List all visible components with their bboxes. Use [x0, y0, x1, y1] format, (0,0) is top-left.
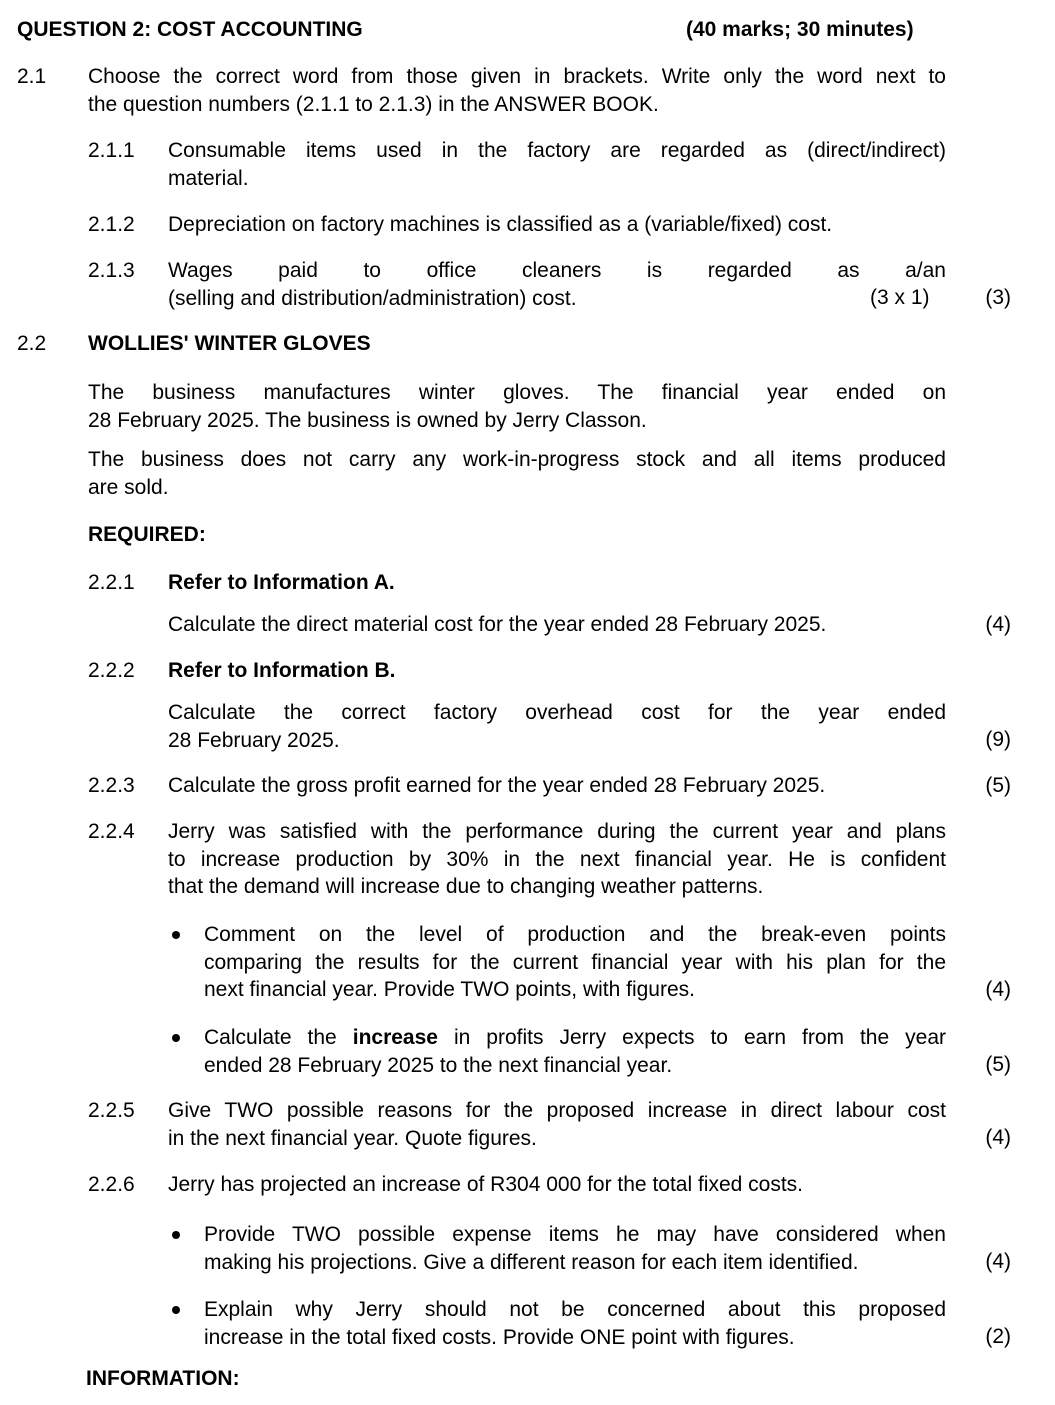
- q2-2-number: 2.2: [17, 332, 47, 355]
- q2-2-1-mark: (4): [985, 613, 1011, 636]
- q2-1-1-text: [168, 137, 946, 192]
- q2-2-4-b1-line3: next financial year. Provide TWO points, with figures.: [204, 978, 695, 1001]
- q2-2-para2-line1: The business does not carry any work-in-progress stock and all items produced: [88, 448, 946, 471]
- required-heading: REQUIRED:: [88, 523, 206, 546]
- q2-1-2-number: 2.1.2: [88, 213, 135, 236]
- q2-1-submark: (3 x 1): [870, 286, 930, 309]
- information-heading: INFORMATION:: [86, 1367, 240, 1390]
- q2-1-3-number: 2.1.3: [88, 259, 135, 282]
- bullet-icon: [172, 1034, 180, 1042]
- q2-2-6-b1-line2: making his projections. Give a different reason for each item identified.: [204, 1250, 859, 1274]
- q2-2-paragraph-2: [88, 446, 946, 501]
- q2-1-instruction-line1: Choose the correct word from those given in brackets. Write only the word next to: [88, 65, 946, 88]
- q2-2-5-line1: Give TWO possible reasons for the proposed increase in direct labour cost: [168, 1099, 946, 1122]
- q2-2-6-b2-mark: (2): [985, 1325, 1011, 1348]
- q2-1-3-line2: (selling and distribution/administration) cost.: [168, 286, 577, 310]
- q2-2-4-text: [168, 818, 946, 901]
- q2-2-6-b1-mark: (4): [985, 1250, 1011, 1273]
- q2-2-4-b2-mark: (5): [985, 1053, 1011, 1076]
- q2-2-5-number: 2.2.5: [88, 1099, 135, 1122]
- question-title: QUESTION 2: COST ACCOUNTING: [17, 18, 363, 41]
- q2-2-2-number: 2.2.2: [88, 659, 135, 682]
- q2-2-paragraph-1: [88, 379, 946, 434]
- q2-1-3-line1: Wages paid to office cleaners is regarded as a/an: [168, 259, 946, 282]
- q2-2-4-b2-pre: Calculate the: [204, 1026, 337, 1049]
- q2-2-6-number: 2.2.6: [88, 1173, 135, 1196]
- q2-1-instruction-line2: the question numbers (2.1.1 to 2.1.3) in the ANSWER BOOK.: [88, 92, 659, 116]
- bullet-icon: [172, 931, 180, 939]
- q2-1-1-line1: Consumable items used in the factory are regarded as (direct/indirect): [168, 139, 946, 162]
- q2-1-1-line2: material.: [168, 166, 249, 190]
- q2-1-mark: (3): [985, 286, 1011, 309]
- q2-2-5-mark: (4): [985, 1126, 1011, 1149]
- q2-2-3-mark: (5): [985, 774, 1011, 797]
- q2-2-4-b2-post: in profits Jerry expects to earn from the year: [453, 1026, 947, 1049]
- q2-2-para1-line2: 28 February 2025. The business is owned by Jerry Classon.: [88, 408, 647, 432]
- q2-2-5-text: [168, 1097, 946, 1152]
- q2-2-6-bullet-2: [204, 1296, 946, 1351]
- q2-2-2-mark: (9): [985, 728, 1011, 751]
- q2-2-5-line2: in the next financial year. Quote figures.: [168, 1126, 537, 1150]
- q2-2-4-b2-line2: ended 28 February 2025 to the next financial year.: [204, 1053, 673, 1077]
- q2-2-6-bullet-1: [204, 1221, 946, 1276]
- q2-2-2-line1: Calculate the correct factory overhead cost for the year ended: [168, 701, 946, 724]
- q2-2-6-b2-line1: Explain why Jerry should not be concerned about this proposed: [204, 1298, 946, 1321]
- bullet-icon: [172, 1306, 180, 1314]
- q2-1-1-number: 2.1.1: [88, 139, 135, 162]
- q2-2-6-text: Jerry has projected an increase of R304 000 for the total fixed costs.: [168, 1173, 804, 1196]
- q2-2-3-text: Calculate the gross profit earned for the year ended 28 February 2025.: [168, 774, 826, 797]
- question-marks-time: (40 marks; 30 minutes): [686, 18, 914, 41]
- q2-2-2-line2: 28 February 2025.: [168, 728, 340, 752]
- q2-2-4-b1-line2: comparing the results for the current financial year with his plan for the: [204, 950, 946, 974]
- q2-2-4-b2-bold: increase: [352, 1026, 438, 1049]
- q2-2-1-number: 2.2.1: [88, 571, 135, 594]
- q2-2-para1-line1: The business manufactures winter gloves. The financial year ended on: [88, 381, 946, 404]
- q2-2-1-reference: Refer to Information A.: [168, 571, 395, 594]
- q2-2-6-b2-line2: increase in the total fixed costs. Provide ONE point with figures.: [204, 1325, 795, 1349]
- q2-2-4-b2-line1: [204, 1024, 946, 1052]
- q2-2-heading: WOLLIES' WINTER GLOVES: [88, 332, 371, 355]
- q2-1-2-text: Depreciation on factory machines is classified as a (variable/fixed) cost.: [168, 213, 833, 236]
- q2-2-3-number: 2.2.3: [88, 774, 135, 797]
- q2-2-para2-line2: are sold.: [88, 475, 169, 499]
- q2-2-1-text: Calculate the direct material cost for the year ended 28 February 2025.: [168, 613, 827, 636]
- q2-1-number: 2.1: [17, 65, 47, 88]
- q2-2-4-line3: that the demand will increase due to changing weather patterns.: [168, 875, 764, 898]
- q2-2-4-number: 2.2.4: [88, 820, 135, 843]
- q2-2-4-bullet-2: [204, 1024, 946, 1079]
- q2-2-4-line2: to increase production by 30% in the next financial year. He is confident: [168, 847, 946, 871]
- q2-1-instruction: [88, 63, 946, 118]
- q2-2-4-bullet-1: [204, 921, 946, 1004]
- q2-2-6-b1-line1: Provide TWO possible expense items he may have considered when: [204, 1223, 946, 1246]
- q2-1-3-text: [168, 257, 946, 312]
- q2-2-4-line1: Jerry was satisfied with the performance during the current year and plans: [168, 820, 946, 843]
- q2-2-4-b1-mark: (4): [985, 978, 1011, 1001]
- q2-2-2-text: [168, 699, 946, 754]
- q2-2-2-reference: Refer to Information B.: [168, 659, 396, 682]
- q2-2-4-b1-line1: Comment on the level of production and the break-even points: [204, 923, 946, 946]
- bullet-icon: [172, 1231, 180, 1239]
